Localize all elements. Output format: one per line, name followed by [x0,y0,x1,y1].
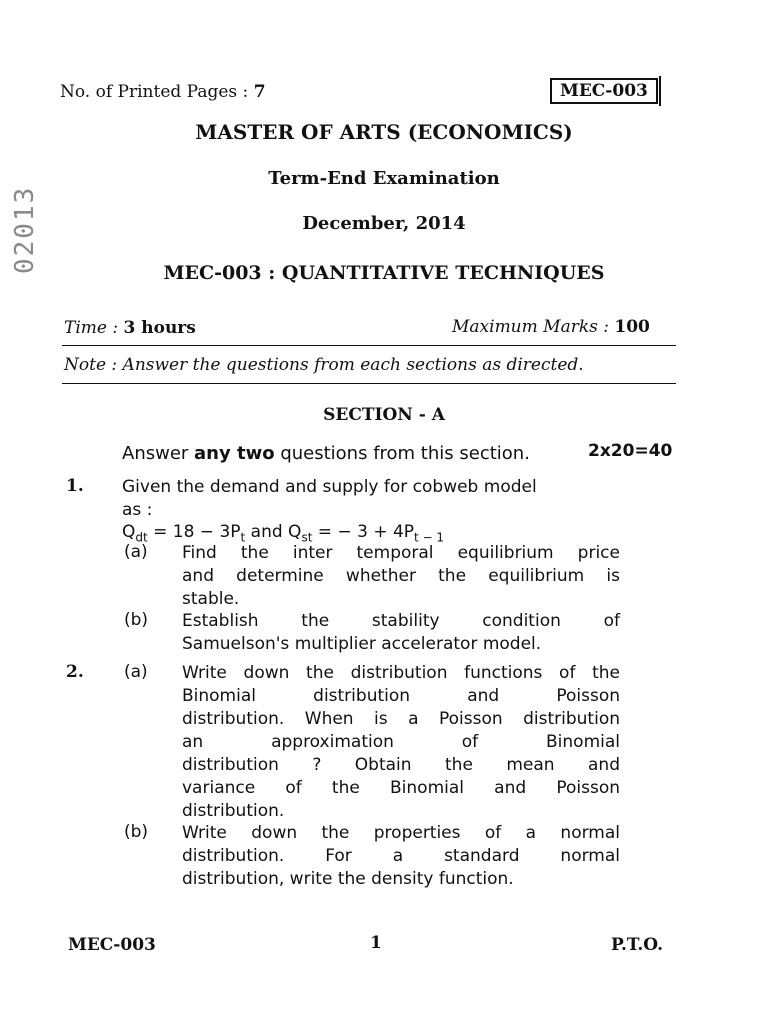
equation-subscript: dt [135,530,148,545]
part-line: Samuelson's multiplier accelerator model. [182,634,542,654]
instruction-bold: any two [194,443,275,464]
question-number: 1. [66,476,84,496]
time-label: Time : [64,318,119,338]
printed-pages-count: 7 [253,82,266,102]
part-label: (a) [124,662,148,682]
part-line: stable. [182,589,240,609]
part-text [182,822,620,891]
question-intro-line: as : [122,500,153,520]
part-line: distribution. For a standard normal [182,846,620,866]
equation-connector: and [245,522,289,542]
part-line: distribution, write the density function. [182,869,514,889]
printed-pages-label: No. of Printed Pages : [60,82,249,102]
part-line: Write down the distribution functions of the [182,663,620,683]
part-line: distribution ? Obtain the mean and [182,755,620,775]
time-allowed [64,318,196,338]
equation-term: = 18 − 3P [147,522,241,542]
exam-title: Term-End Examination [268,168,500,189]
footer-course-code: MEC-003 [68,935,156,955]
printed-pages [60,82,266,102]
part-line: Find the inter temporal equilibrium price [182,543,620,563]
max-marks-label: Maximum Marks : [452,317,609,337]
exam-date: December, 2014 [302,213,466,234]
part-label: (b) [124,610,149,630]
equation-subscript: st [301,530,313,545]
divider-top [62,345,676,346]
course-code-box: MEC-003 [550,78,658,104]
part-line: Establish the stability condition of [182,611,620,631]
section-marks: 2x20=40 [588,441,673,461]
side-stamp-number: 02013 [10,185,40,275]
program-title: MASTER OF ARTS (ECONOMICS) [195,120,573,144]
section-heading: SECTION - A [323,405,445,425]
max-marks-value: 100 [614,317,650,337]
part-text [182,542,620,611]
part-line: Write down the properties of a normal [182,823,620,843]
equation-subscript: t [240,530,246,545]
part-line: variance of the Binomial and Poisson [182,778,620,798]
exam-note: Note : Answer the questions from each sections as directed. [64,355,584,375]
instruction-post: questions from this section. [280,443,530,464]
part-line: distribution. [182,801,285,821]
page-number: 1 [370,933,382,953]
time-value: 3 hours [123,318,196,338]
equation-symbol: Q [122,522,136,542]
question-intro [122,476,622,522]
part-line: Binomial distribution and Poisson [182,686,620,706]
section-instruction [122,443,530,464]
instruction-pre: Answer [122,443,189,464]
please-turn-over: P.T.O. [611,935,663,955]
part-label: (b) [124,822,149,842]
equation-subscript: t − 1 [414,530,445,545]
part-label: (a) [124,542,148,562]
part-text [182,610,620,656]
part-text [182,662,620,823]
course-title: MEC-003 : QUANTITATIVE TECHNIQUES [163,262,605,284]
maximum-marks [452,317,650,337]
question-number: 2. [66,662,84,682]
question-intro-line: Given the demand and supply for cobweb model [122,477,537,497]
divider-bottom [62,383,676,384]
equation-term: = − 3 + 4P [312,522,415,542]
part-line: distribution. When is a Poisson distribution [182,709,620,729]
equation-symbol: Q [288,522,302,542]
part-line: an approximation of Binomial [182,732,620,752]
part-line: and determine whether the equilibrium is [182,566,620,586]
